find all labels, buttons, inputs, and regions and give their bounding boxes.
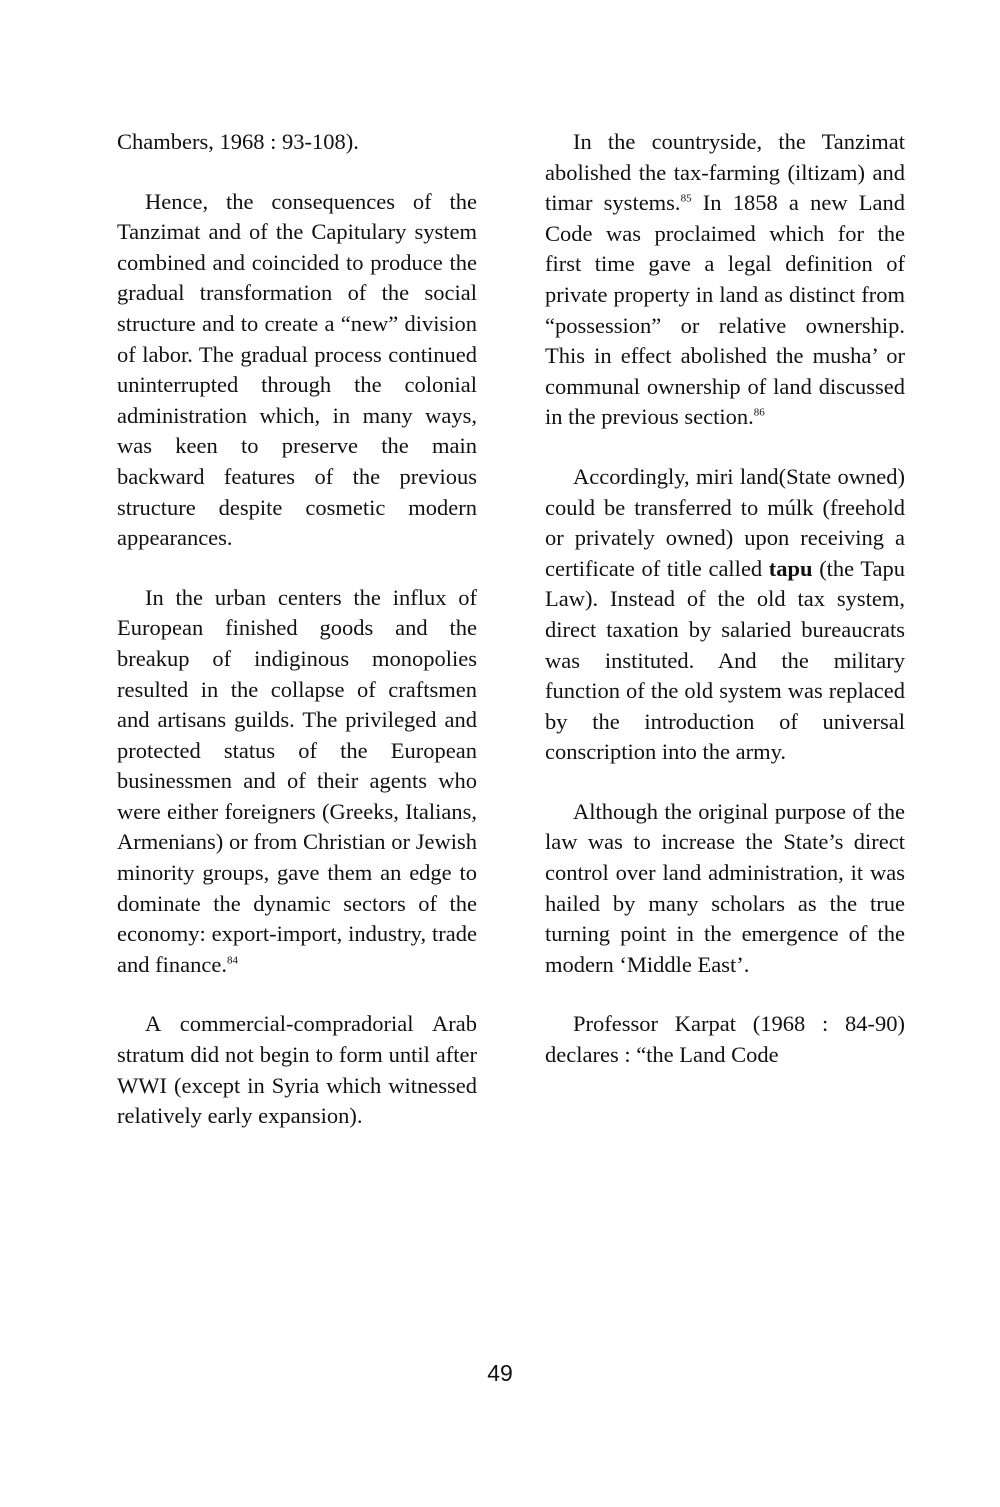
- left-paragraph-1: [117, 127, 477, 158]
- left-paragraph-2: [117, 187, 477, 554]
- right-column: [545, 127, 905, 1100]
- page-number: 49: [487, 1360, 513, 1386]
- paragraph-text: Hence, the consequences of the Tanzimat and of the Capitulary system combined and coincided to produce the gradual transformation of the social structure and to create a “new” division of labor. The gradual process continued uninterrupted through the colonial administration which, in many ways, was keen to preserve the main backward features of the previous structure despite cosmetic modern appearances.: [117, 188, 477, 551]
- left-paragraph-3: [117, 583, 477, 981]
- right-paragraph-4: [545, 1009, 905, 1070]
- paragraph-text: Professor Karpat (1968 : 84-90) declares : “the Land Code: [545, 1011, 905, 1068]
- footnote-marker: 86: [753, 406, 765, 419]
- paragraph-text: In the countryside, the Tanzimat abolished the tax-farming (iltizam) and timar systems.: [545, 129, 905, 216]
- paragraph-text: Accordingly, miri land(State owned) could be transferred to múlk (freehold or privately owned) upon receiving a certificate of title called: [545, 463, 905, 581]
- left-paragraph-4: [117, 1009, 477, 1131]
- paragraph-text: Although the original purpose of the law was to increase the State’s direct control over land administration, it was hailed by many scholars as the true turning point in the emergence of the modern ‘Middle East’.: [545, 798, 905, 977]
- right-paragraph-3: [545, 797, 905, 981]
- footnote-marker: 85: [680, 192, 692, 205]
- citation-continuation: Chambers, 1968 : 93-108).: [117, 129, 359, 154]
- paragraph-text: In the urban centers the influx of European finished goods and the breakup of indiginous monopolies resulted in the collapse of craftsmen and artisans guilds. The privileged and protected status of the European businessmen and of their agents who were either foreigners (Greeks, Italians, Armenians) or from Christian or Jewish minority groups, gave them an edge to dominate the dynamic sectors of the economy: export-import, industry, trade and finance.: [117, 584, 477, 977]
- footnote-marker: 84: [226, 954, 238, 967]
- paragraph-text: (the Tapu Law). Instead of the old tax system, direct taxation by salaried bureaucrats was instituted. And the military function of the old system was replaced by the introduction of universal conscription into the army.: [545, 555, 906, 765]
- paragraph-text: A commercial-compradorial Arab stratum did not begin to form until after WWI (except in Syria which witnessed relatively early expansion).: [117, 1011, 477, 1129]
- left-column: [117, 127, 477, 1161]
- bold-term: tapu: [768, 555, 813, 581]
- right-paragraph-1: [545, 127, 905, 433]
- right-paragraph-2: [545, 462, 905, 768]
- paragraph-text: In 1858 a new Land Code was proclaimed which for the first time gave a legal definition of private property in land as distinct from “possession” or relative ownership. This in effect abolished the musha’ or communal ownership of land discussed in the previous section.: [545, 190, 905, 430]
